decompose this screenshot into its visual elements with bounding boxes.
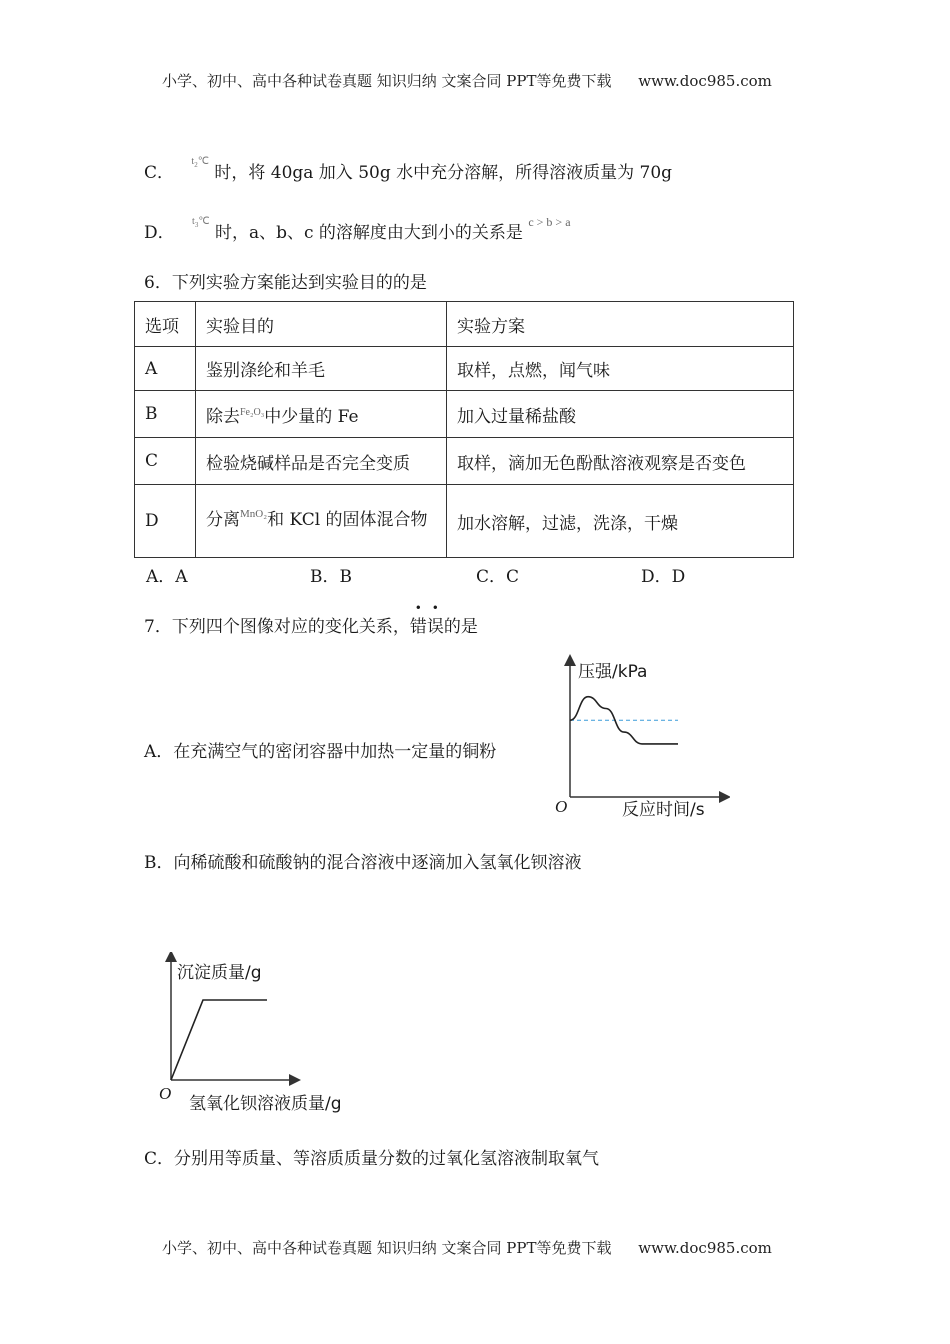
table-cell-option: D (135, 485, 196, 558)
q5-c-label: C． (144, 163, 175, 183)
formula-fe2o3: Fe₂O₃ (240, 406, 265, 418)
q6-stem: 6．下列实验方案能达到实验目的的是 (144, 273, 427, 293)
formula-mno2: MnO₂ (240, 508, 268, 520)
q5-d-text: 时，a、b、c 的溶解度由大到小的关系是 (214, 223, 523, 243)
q6-option-c: C．C (476, 567, 520, 587)
q7-option-b: B．向稀硫酸和硫酸钠的混合溶液中逐滴加入氢氧化钡溶液 (144, 853, 582, 873)
table-cell-option: B (135, 391, 196, 438)
q5-c-text: 时，将 40ga 加入 50g 水中充分溶解，所得溶液质量为 70g (214, 163, 673, 183)
table-cell-purpose: 检验烧碱样品是否完全变质 (196, 438, 447, 485)
experiment-table (134, 301, 794, 558)
chart-pressure-xlabel: 反应时间/s (622, 800, 705, 820)
q5-d-temp: t3℃ (192, 216, 210, 229)
table-row (135, 485, 794, 558)
header-text: 小学、初中、高中各种试卷真题 知识归纳 文案合同 PPT等免费下载 (162, 72, 612, 90)
table-header-cell: 实验方案 (447, 302, 794, 347)
q5-option-d (144, 215, 571, 243)
table-header-cell: 选项 (135, 302, 196, 347)
q6-option-d: D．D (641, 567, 686, 587)
chart-pressure-ylabel: 压强/kPa (578, 662, 648, 682)
q5-c-temp: t2℃ (191, 156, 209, 169)
page-header (162, 70, 772, 91)
q5-option-c (144, 158, 672, 183)
table-cell-purpose: 分离$^{MnO_2}$和 KCl 的固体混合物 (196, 485, 447, 558)
q7-stem: 7．下列四个图像对应的变化关系， • 错 • 误的是 (144, 601, 478, 637)
chart-pressure-origin: O (555, 797, 568, 816)
table-cell-plan: 取样，滴加无色酚酞溶液观察是否变色 (447, 438, 794, 485)
table-row (135, 438, 794, 485)
q6-option-b: B．B (310, 567, 352, 587)
footer-site: www.doc985.com (638, 1239, 772, 1257)
table-cell-plan: 加水溶解，过滤，洗涤，干燥 (447, 485, 794, 558)
chart-pressure (550, 652, 730, 822)
table-row (135, 347, 794, 391)
table-header-row (135, 302, 794, 347)
q5-d-formula: c > b > a (528, 215, 571, 229)
chart-precipitate (155, 952, 365, 1117)
table-row (135, 391, 794, 438)
table-cell-plan: 加入过量稀盐酸 (447, 391, 794, 438)
table-cell-plan: 取样，点燃，闻气味 (447, 347, 794, 391)
emphasis-char: • 误 (426, 601, 444, 637)
header-site: www.doc985.com (638, 72, 772, 90)
table-cell-option: A (135, 347, 196, 391)
emphasis-char: • 错 (409, 601, 427, 637)
table-cell-purpose: 除去$^{Fe_2O_3}$中少量的 Fe (196, 391, 447, 438)
q7-option-a: A．在充满空气的密闭容器中加热一定量的铜粉 (144, 742, 497, 762)
q5-d-label: D． (144, 223, 175, 243)
chart-precipitate-origin: O (159, 1084, 172, 1103)
footer-text: 小学、初中、高中各种试卷真题 知识归纳 文案合同 PPT等免费下载 (162, 1239, 612, 1257)
q6-option-a: A．A (146, 567, 188, 587)
precipitate-curve (171, 1000, 267, 1080)
chart-precipitate-ylabel: 沉淀质量/g (177, 963, 262, 983)
chart-precipitate-xlabel: 氢氧化钡溶液质量/g (189, 1094, 342, 1114)
table-cell-purpose: 鉴别涤纶和羊毛 (196, 347, 447, 391)
q7-option-c: C．分别用等质量、等溶质质量分数的过氧化氢溶液制取氧气 (144, 1149, 600, 1169)
page-footer (162, 1237, 772, 1258)
table-header-cell: 实验目的 (196, 302, 447, 347)
table-cell-option: C (135, 438, 196, 485)
